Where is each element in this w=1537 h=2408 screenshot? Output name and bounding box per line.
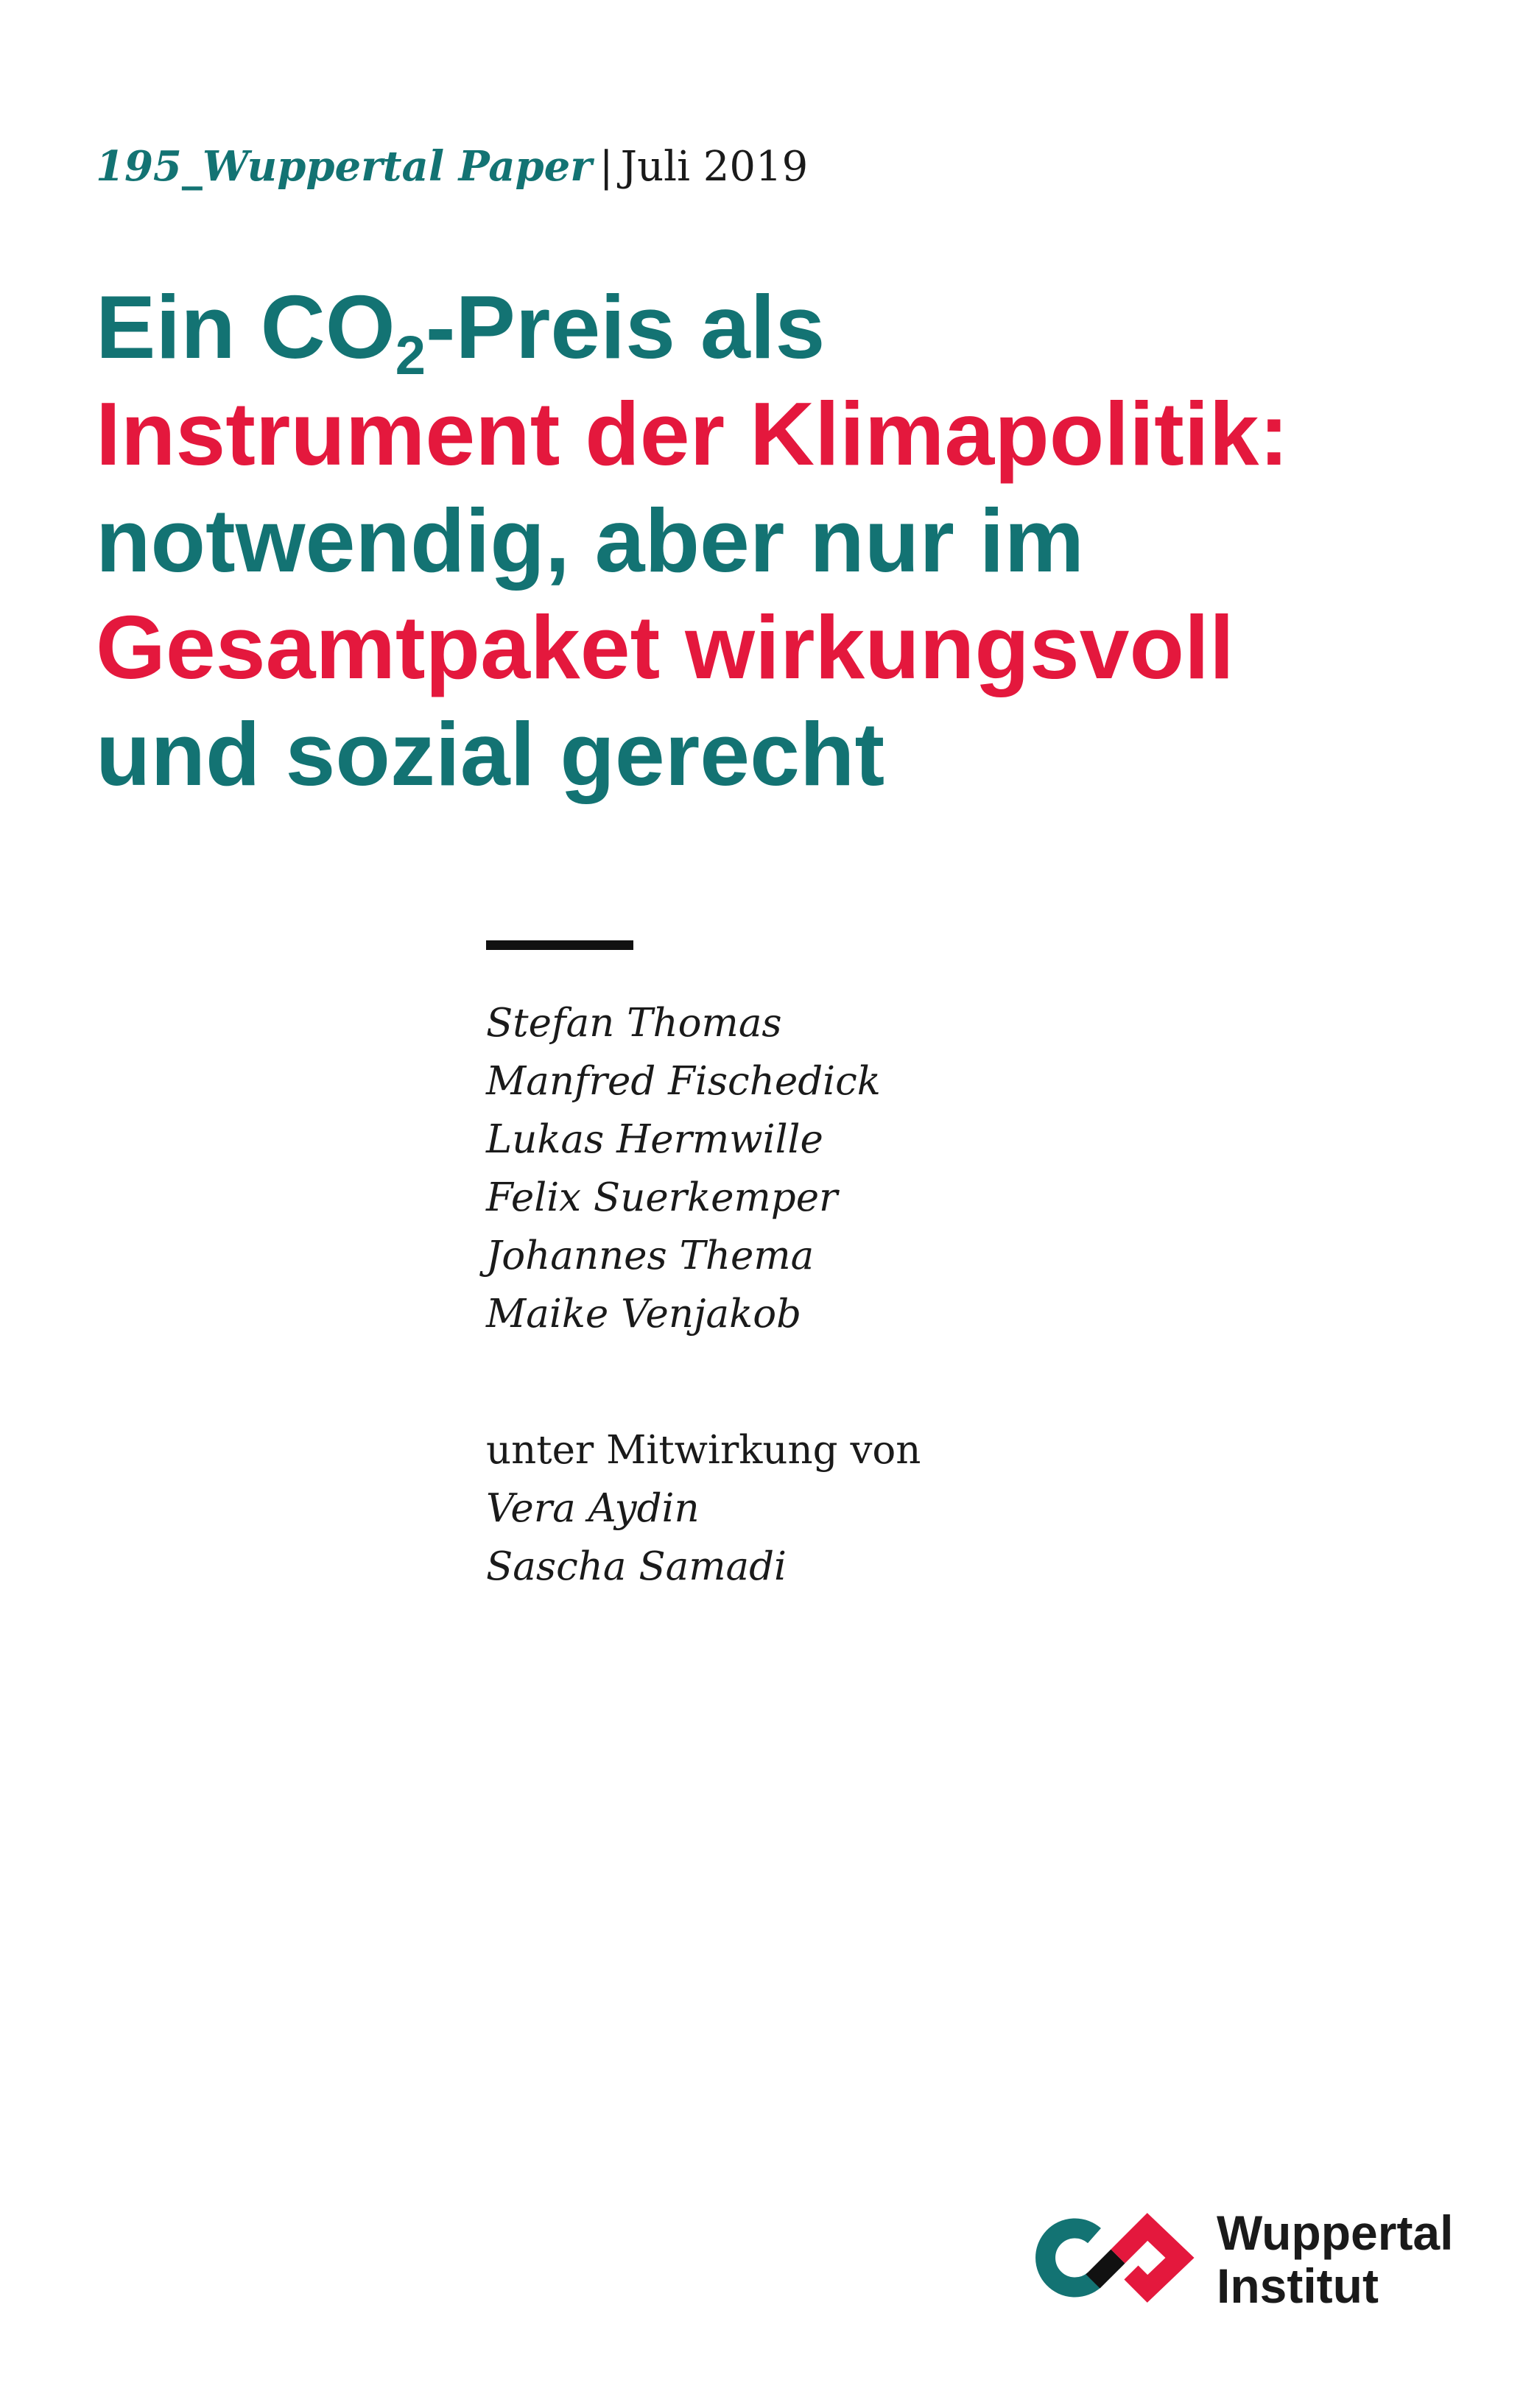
author-name: Manfred Fischedick: [486, 1059, 881, 1104]
title-line-1-suffix: -Preis als: [425, 277, 826, 377]
contributors: [486, 1421, 921, 1596]
title-line-1-text: Ein CO: [96, 277, 395, 377]
author-divider: [486, 940, 633, 950]
series-separator: |: [599, 143, 613, 191]
title-line-4: Gesamtpaket wirkungsvoll: [96, 597, 1234, 697]
title-line-5: und sozial gerecht: [96, 704, 885, 804]
logo-wordmark: [1217, 2206, 1453, 2312]
author-name: Maike Venjakob: [486, 1292, 802, 1337]
publication-date: Juli 2019: [620, 143, 809, 191]
series-line: [96, 142, 809, 191]
logo-line-1: Wuppertal: [1217, 2205, 1454, 2260]
author-name: Stefan Thomas: [486, 1001, 782, 1046]
author-name: Felix Suerkemper: [486, 1175, 838, 1220]
title-subscript: 2: [395, 325, 426, 386]
logo-line-2: Institut: [1217, 2259, 1379, 2313]
author-name: Johannes Thema: [486, 1233, 815, 1278]
author-name: Lukas Hermwille: [486, 1117, 823, 1162]
contributor-name: Vera Aydin: [486, 1486, 700, 1531]
wuppertal-institut-logo-mark-icon: [1024, 2206, 1195, 2309]
page-title: [96, 274, 1495, 808]
contributors-label: unter Mitwirkung von: [486, 1428, 921, 1473]
author-list: [486, 994, 881, 1343]
series-number-name: 195_Wuppertal Paper: [96, 142, 592, 191]
contributor-name: Sascha Samadi: [486, 1544, 787, 1589]
title-line-1: [96, 274, 1495, 386]
title-line-2: Instrument der Klimapolitik:: [96, 384, 1290, 484]
title-line-3: notwendig, aber nur im: [96, 490, 1085, 591]
wuppertal-institut-logo: [1024, 2202, 1502, 2320]
